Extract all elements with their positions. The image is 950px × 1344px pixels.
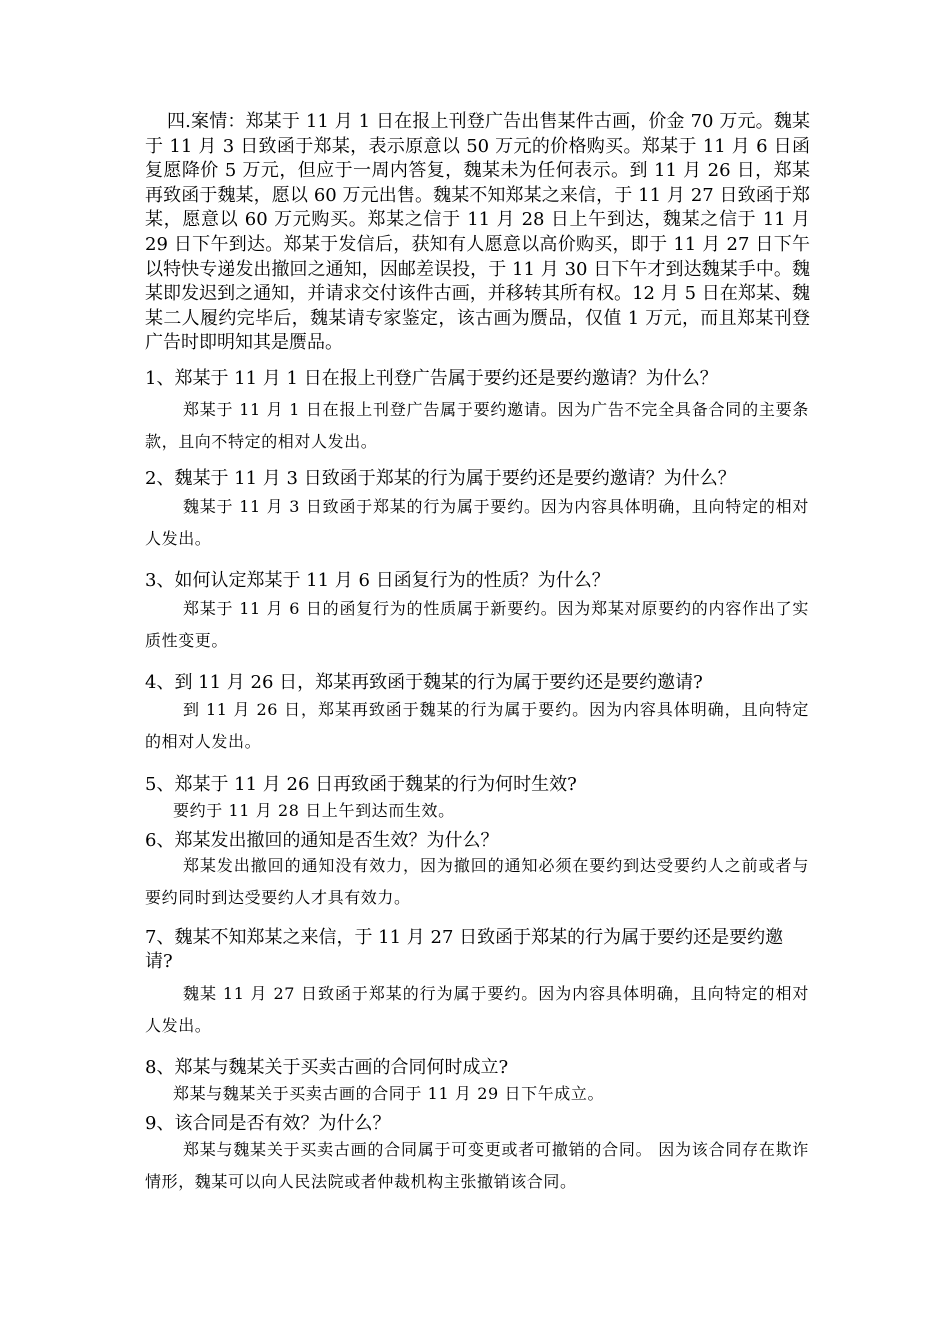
question-9: 9、该合同是否有效？为什么？ [145,1113,391,1134]
question-3: 3、如何认定郑某于 11 月 6 日函复行为的性质？为什么？ [145,570,610,591]
question-1: 1、郑某于 11 月 1 日在报上刊登广告属于要约还是要约邀请？为什么？ [145,368,718,389]
answer-8: 郑某与魏某关于买卖古画的合同于 11 月 29 日下午成立。 [173,1084,605,1103]
question-8: 8、郑某与魏某关于买卖古画的合同何时成立? [145,1057,509,1078]
answer-2: 魏某于 11 月 3 日致函于郑某的行为属于要约。因为内容具体明确，且向特定的相对人发出。 [145,497,809,548]
answer-5: 要约于 11 月 28 日上午到达而生效。 [173,801,455,820]
case-description: 四.案情：郑某于 11 月 1 日在报上刊登广告出售某件古画，价金 70 万元。魏某于 11 月 3 日致函于郑某，表示原意以 50 万元的价格购买。郑某于 11 月 6 日函复愿降价 5 万元，但应于一周内答复，魏某未为任何表示。到 11 月 26 日，郑某再致函于魏某，愿以 60 万元出售。魏某不知郑某之来信，于 11 月 27 日致函于郑某，愿意以 60 万元购买。郑某之信于 11 月 28 日上午到达，魏某之信于 11 月 29 日下午到达。郑某于发信后，获知有人愿意以高价购买，即于 11 月 27 日下午以特快专递发出撤回之通知，因邮差误投，于 11 月 30 日下午才到达魏某手中。魏某即发迟到之通知，并请求交付该件古画，并移转其所有权。12 月 5 日在郑某、魏某二人履约完毕后，魏某请专家鉴定，该古画为赝品，仅值 1 万元，而且郑某刊登广告时即明知其是赝品。 [145,111,810,354]
answer-9: 郑某与魏某关于买卖古画的合同属于可变更或者可撤销的合同。 因为该合同存在欺诈情形，魏某可以向人民法院或者仲裁机构主张撤销该合同。 [145,1140,809,1191]
answer-6: 郑某发出撤回的通知没有效力，因为撤回的通知必须在要约到达受要约人之前或者与要约同时到达受要约人才具有效力。 [145,856,809,907]
answer-4: 到 11 月 26 日，郑某再致函于魏某的行为属于要约。因为内容具体明确，且向特定的相对人发出。 [145,700,809,751]
question-4: 4、到 11 月 26 日，郑某再致函于魏某的行为属于要约还是要约邀请? [145,672,703,693]
question-6: 6、郑某发出撤回的通知是否生效？为什么？ [145,830,499,851]
answer-1: 郑某于 11 月 1 日在报上刊登广告属于要约邀请。因为广告不完全具备合同的主要条款，且向不特定的相对人发出。 [145,400,809,451]
question-5: 5、郑某于 11 月 26 日再致函于魏某的行为何时生效? [145,774,577,795]
answer-7: 魏某 11 月 27 日致函于郑某的行为属于要约。因为内容具体明确，且向特定的相对人发出。 [145,984,809,1035]
answer-3: 郑某于 11 月 6 日的函复行为的性质属于新要约。因为郑某对原要约的内容作出了实质性变更。 [145,599,809,650]
question-7: 7、魏某不知郑某之来信，于 11 月 27 日致函于郑某的行为属于要约还是要约邀请? [145,927,784,972]
question-2: 2、魏某于 11 月 3 日致函于郑某的行为属于要约还是要约邀请？为什么？ [145,468,736,489]
